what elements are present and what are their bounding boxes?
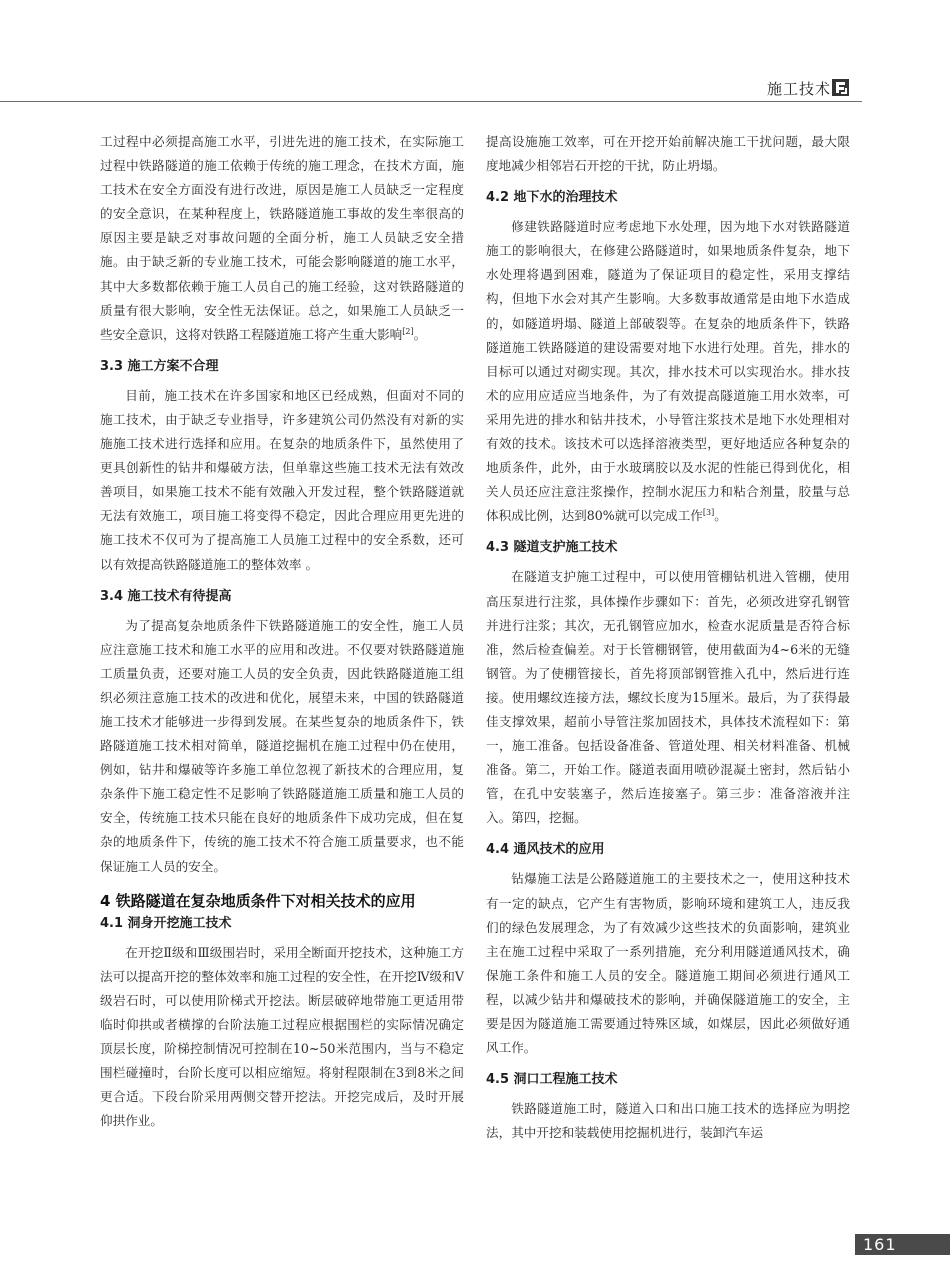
- paragraph-text: 修建铁路隧道时应考虑地下水处理，因为地下水对铁路隧道施工的影响很大，在修建公路隧道时，如果地质条件复杂，地下水处理将遇到困难，隧道为了保证项目的稳定性，采用支撑结构，但地下水会对其产生影响。大多数事故通常是由地下水造成的，如隧道坍塌、隧道上部破裂等。在复杂的地质条件下，铁路隧道施工铁路隧道的建设需要对地下水进行处理。首先，排水的目标可以通过对砌实现。其次，排水技术可以实现治水。排水技术的应用应适应当地条件，为了有效提高隧道施工用水效率，可采用先进的排水和钻井技术，小导管注浆技术是地下水处理相对有效的技术。该技术可以选择溶液类型，更好地适应各种复杂的地质条件，此外，由于水玻璃胶以及水泥的性能已得到优化，相关人员还应注意注浆操作，控制水泥压力和粘合剂量，胶量与总体积成比例，达到80%就可以完成工作: [486, 219, 850, 524]
- section-heading-4-1: 4.1 洞身开挖施工技术: [100, 915, 232, 931]
- section-heading-4-5: 4.5 洞口工程施工技术: [486, 1072, 618, 1088]
- section-heading-4: 4 铁路隧道在复杂地质条件下对相关技术的应用: [100, 891, 416, 910]
- paragraph-end: 。: [714, 508, 727, 524]
- paragraph: 提高设施施工效率，可在开挖开始前解决施工干扰问题，最大限度地减少相邻岩石开挖的干扰，防止坍塌。: [486, 134, 850, 174]
- section-header-title: 施工技术: [767, 80, 832, 98]
- journal-logo-icon: [832, 79, 849, 96]
- paragraph-end: 。: [413, 326, 427, 342]
- section-heading-3-4: 3.4 施工技术有待提高: [100, 588, 232, 604]
- citation-ref: [2]: [402, 326, 414, 336]
- citation-ref: [3]: [702, 508, 715, 518]
- paragraph: 为了提高复杂地质条件下铁路隧道施工的安全性，施工人员应注意施工技术和施工水平的应用和改进。不仅要对铁路隧道施工质量负责，还要对施工人员的安全负责，因此铁路隧道施工组织必须注意施工技术的改进和优化，展望未来，中国的铁路隧道施工技术才能够进一步得到发展。在某些复杂的地质条件下，铁路隧道施工技术相对简单，隧道挖掘机在施工过程中仍在使用，例如，钻井和爆破等许多施工单位忽视了新技术的合理应用，复杂条件下施工稳定性不足影响了铁路隧道施工质量和施工人员的安全，传统施工技术只能在良好的地质条件下成功完成，但在复杂的地质条件下，传统的施工技术不符合施工质量要求，也不能保证施工人员的安全。: [100, 617, 464, 874]
- right-column: [486, 130, 850, 1145]
- paragraph: 目前，施工技术在许多国家和地区已经成熟，但面对不同的施工技术，由于缺乏专业指导，许多建筑公司仍然没有对新的实施施工技术进行选择和应用。在复杂的地质条件下，虽然使用了更具创新性的钻井和爆破方法，但单靠这些施工技术无法有效改善项目，如果施工技术不能有效融入开发过程，整个铁路隧道就无法有效施工，项目施工将变得不稳定，因此合理应用更先进的施工技术不仅可为了提高施工人员施工过程中的安全系数，还可以有效提高铁路隧道施工的整体效率 。: [100, 387, 464, 572]
- section-heading-4-2: 4.2 地下水的治理技术: [486, 190, 618, 206]
- page-number: 161: [863, 1235, 897, 1254]
- paragraph: [486, 215, 850, 528]
- paragraph: 铁路隧道施工时，隧道入口和出口施工技术的选择应为明挖法，其中开挖和装载使用挖掘机进行，装卸汽车运: [486, 1101, 850, 1141]
- section-heading-4-4: 4.4 通风技术的应用: [486, 842, 605, 858]
- header-rule: [0, 101, 862, 102]
- page-number-box: [855, 1234, 950, 1255]
- paragraph: 在隧道支护施工过程中，可以使用管棚钻机进入管棚，使用高压泵进行注浆，具体操作步骤如下：首先，必须改进穿孔钢管并进行注浆；其次，无孔钢管应加水，检查水泥质量是否符合标准，然后检查偏差。对于长管棚钢管，使用截面为4~6米的无缝钢管。为了使棚管接长，首先将顶部钢管推入孔中，然后进行连接。使用螺纹连接方法，螺纹长度为15厘米。最后，为了获得最佳支撑效果，超前小导管注浆加固技术，具体技术流程如下：第一，施工准备。包括设备准备、管道处理、相关材料准备、机械准备。第二，开始工作。隧道表面用喷砂混凝土密封，然后钻小管，在孔中安装塞子，然后连接塞子。第三步：准备溶液并注入。第四，挖掘。: [486, 569, 850, 826]
- left-column: [100, 130, 464, 1133]
- section-heading-3-3: 3.3 施工方案不合理: [100, 358, 219, 374]
- section-heading-4-3: 4.3 隧道支护施工技术: [486, 540, 618, 556]
- paragraph: 钻爆施工法是公路隧道施工的主要技术之一，使用这种技术有一定的缺点，它产生有害物质，影响环境和建筑工人，违反我们的绿色发展理念，为了有效减少这些技术的负面影响，建筑业主在施工过程中采取了一系列措施，充分利用隧道通风技术，确保施工条件和施工人员的安全。隧道施工期间必须进行通风工程，以减少钻井和爆破技术的影响，并确保隧道施工的安全，主要是因为隧道施工需要通过特殊区域，如煤层，因此必须做好通风工作。: [486, 871, 850, 1056]
- paragraph-text: 工过程中必须提高施工水平，引进先进的施工技术，在实际施工过程中铁路隧道的施工依赖于传统的施工理念，在技术方面，施工技术在安全方面没有进行改进，原因是施工人员缺乏一定程度的安全意识，在某种程度上，铁路隧道施工事故的发生率很高的原因主要是缺乏对事故问题的全面分析，施工人员缺乏安全措施。由于缺乏新的专业施工技术，可能会影响隧道的施工水平，其中大多数都依赖于施工人员自己的施工经验，这对铁路隧道的质量有很大影响，安全性无法保证。总之，如果施工人员缺乏一些安全意识，这将对铁路工程隧道施工将产生重大影响: [100, 134, 464, 342]
- paragraph: 在开挖Ⅱ级和Ⅲ级围岩时，采用全断面开挖技术，这种施工方法可以提高开挖的整体效率和施工过程的安全性，在开挖Ⅳ级和Ⅴ级岩石时，可以使用阶梯式开挖法。断层破碎地带施工更适用带临时仰拱或者横撑的台阶法施工过程应根据围栏的实际情况确定顶层长度，阶梯控制情况可控制在10~50米范围内，当与不稳定围栏碰撞时，台阶长度可以相应缩短。将射程限制在3到8米之间更合适。下段台阶采用两侧交替开挖法。开挖完成后，及时开展仰拱作业。: [100, 944, 464, 1129]
- paragraph: [100, 130, 464, 347]
